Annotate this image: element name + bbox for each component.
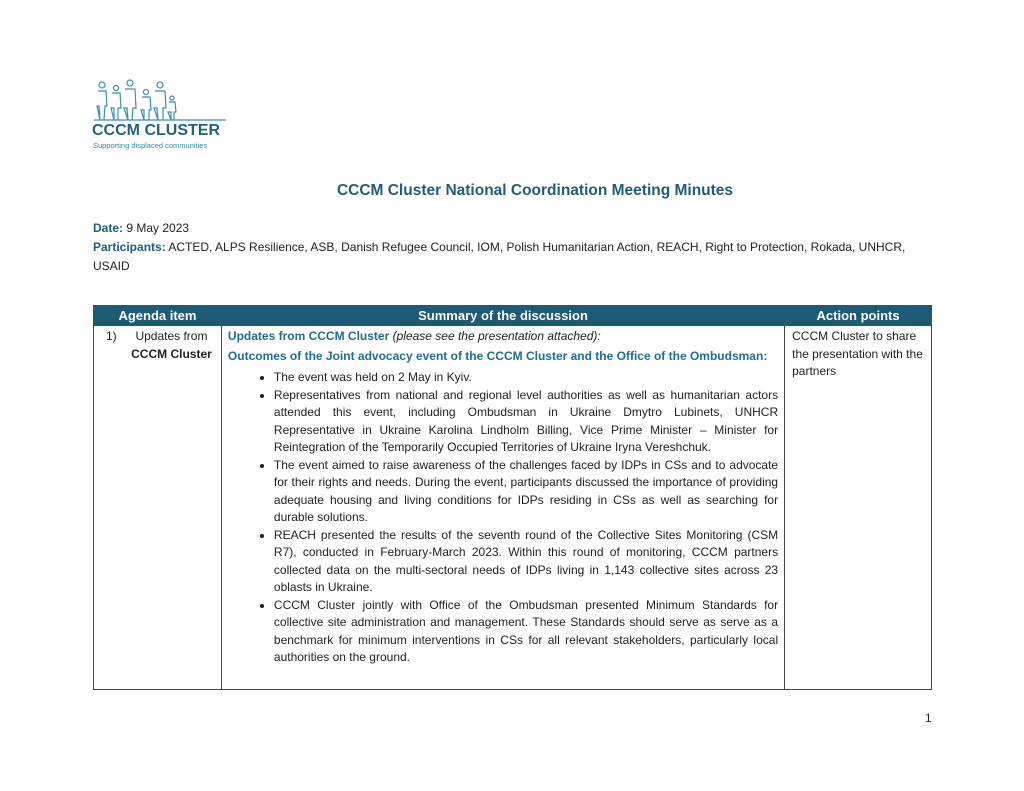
- document-title: CCCM Cluster National Coordination Meeting Minutes: [336, 182, 734, 199]
- minutes-table: [93, 305, 932, 690]
- cccm-cluster-logo: [92, 74, 232, 154]
- meeting-date: [93, 219, 943, 238]
- header-summary: Summary of the discussion: [221, 306, 784, 326]
- list-item: • The event was held on 2 May in Kyiv.: [274, 369, 778, 387]
- meeting-participants: [93, 238, 943, 276]
- agenda-text: Updates from: [135, 329, 208, 343]
- summary-heading-text: Updates from CCCM Cluster: [227, 329, 393, 343]
- summary-cell: [221, 326, 784, 690]
- summary-heading-note: (please see the presentation attached):: [392, 329, 601, 343]
- table-row: [94, 326, 932, 690]
- action-cell: [785, 326, 932, 690]
- summary-bullets: [228, 369, 778, 667]
- table-header-row: [94, 306, 932, 326]
- action-point-text: CCCM Cluster to share the presentation with the partners: [792, 329, 923, 378]
- list-item: • The event aimed to raise awareness of the challenges faced by IDPs in CSs and to advocate for their rights and needs. During the event, participants discussed the importance of providing adequate housing and living conditions for IDPs residing in CSs as well as searching for durable solutions.: [274, 457, 778, 527]
- list-item: • REACH presented the results of the seventh round of the Collective Sites Monitoring (CSM R7), conducted in February-March 2023. Within this round of monitoring, CCCM partners collected data on the multi-sectoral needs of IDPs living in 1,143 collective sites across 23 oblasts in Ukraine.: [274, 527, 778, 597]
- date-label: Date:: [93, 221, 124, 235]
- header-action-points: Action points: [785, 306, 932, 326]
- logo-title: CCCM CLUSTER: [92, 122, 220, 139]
- list-item: • Representatives from national and regional level authorities as well as humanitarian actors attended this event, including Ombudsman in Ukraine Dmytro Lubinets, UNHCR Representative in Ukraine Karolina Lindholm Billing, Vice Prime Minister – Minister for Reintegration of the Temporarily Occupied Territories of Ukraine Iryna Vereshchuk.: [274, 387, 778, 457]
- agenda-number: 1): [106, 329, 117, 343]
- participants-label: Participants:: [93, 240, 166, 254]
- agenda-bold-text: CCCM Cluster: [131, 346, 212, 361]
- participants-value: ACTED, ALPS Resilience, ASB, Danish Refugee Council, IOM, Polish Humanitarian Action, REACH, Right to Protection, Rokada, UNHCR, USAID: [93, 240, 906, 273]
- header-agenda-item: Agenda item: [94, 306, 222, 326]
- agenda-cell: [94, 326, 222, 690]
- people-figures-icon: [94, 78, 226, 124]
- list-item: • CCCM Cluster jointly with Office of the Ombudsman presented Minimum Standards for collective site administration and management. These Standards should serve as serve as a benchmark for minimum interventions in CSs for all relevant stakeholders, particularly local authorities on the ground.: [274, 597, 778, 667]
- summary-heading: [228, 328, 778, 346]
- date-value: 9 May 2023: [123, 221, 190, 235]
- page-number: 1: [925, 711, 932, 725]
- logo-tagline: Supporting displaced communities: [93, 141, 208, 150]
- summary-subheading: Outcomes of the Joint advocacy event of the CCCM Cluster and the Office of the Ombudsman:: [227, 348, 768, 363]
